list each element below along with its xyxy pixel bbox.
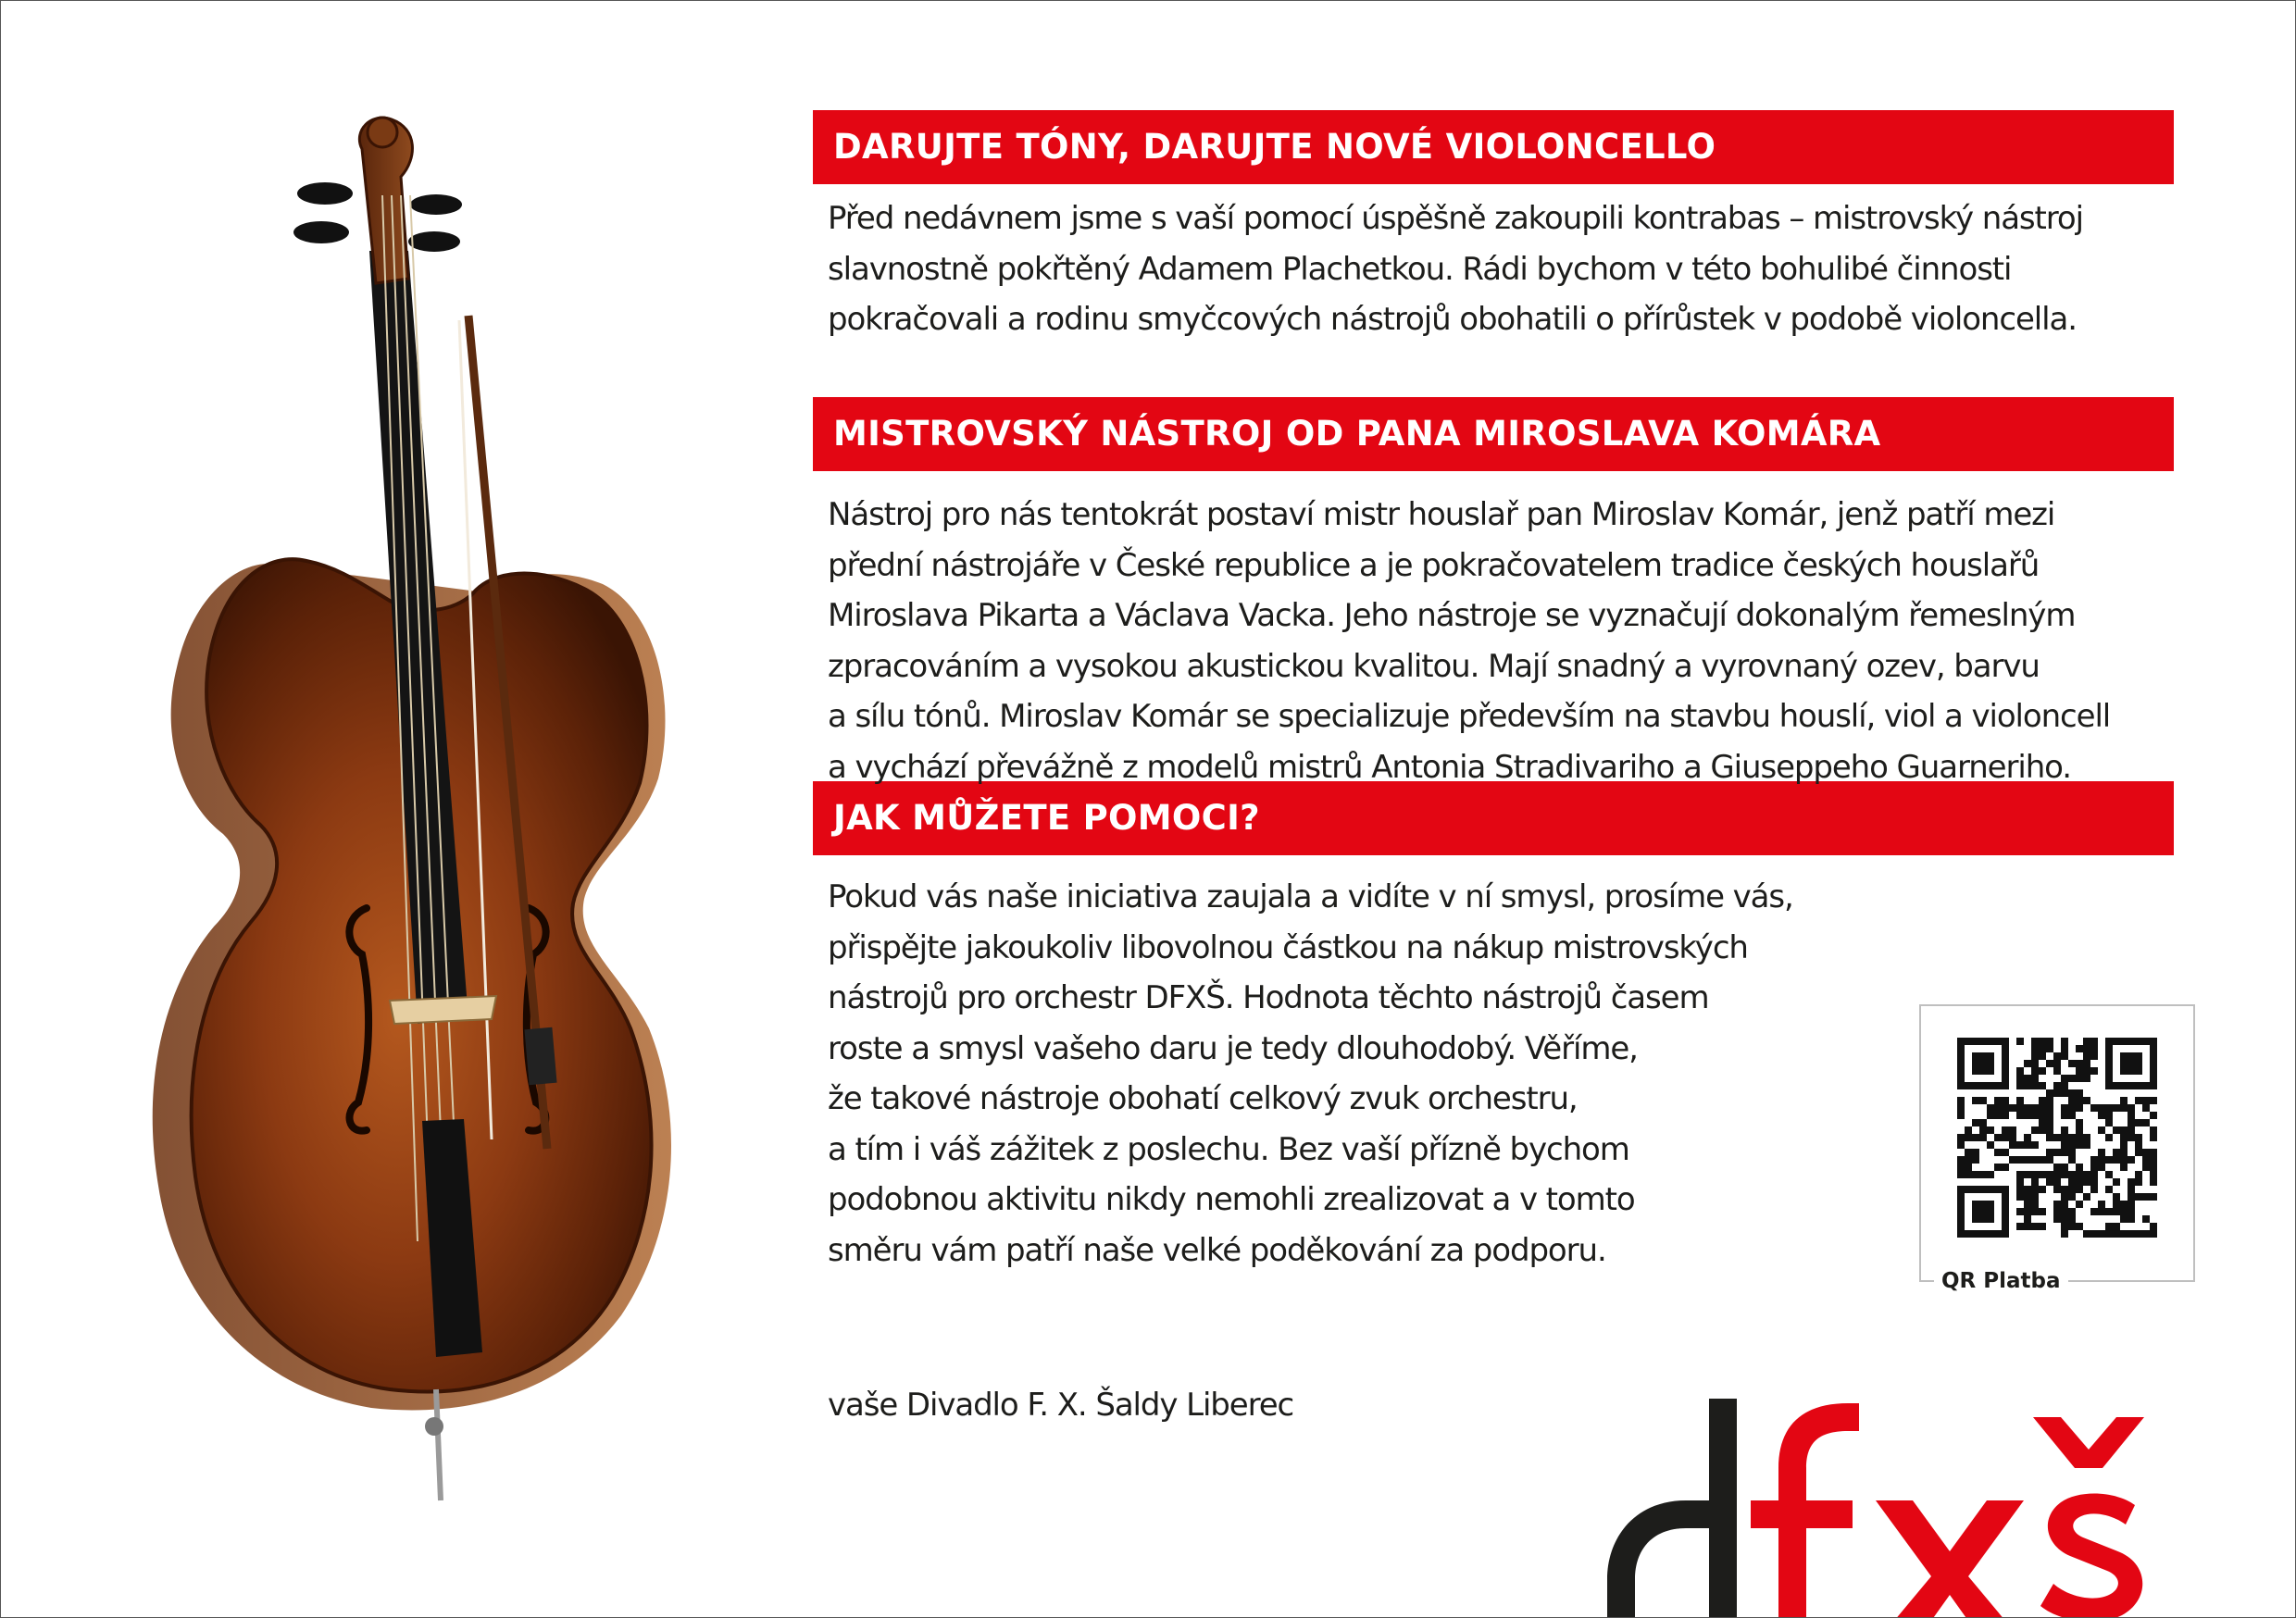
dfxs-logo <box>1598 1399 2209 1618</box>
qr-payment-box[interactable] <box>1919 1004 2195 1293</box>
section-heading-how-to-help: JAK MŮŽETE POMOCI? <box>813 781 2174 855</box>
text-line: Pokud vás naše iniciativa zaujala a vidíte v ní smysl, prosíme vás, <box>828 878 1793 915</box>
text-line: přední nástrojáře v České republice a je pokračovatelem tradice českých houslařů <box>828 546 2040 584</box>
section-text-master-instrument <box>813 471 2174 786</box>
text-line: směru vám patří naše velké poděkování za podporu. <box>828 1231 1606 1269</box>
text-line: nástrojů pro orchestr DFXŠ. Hodnota těchto nástrojů časem <box>828 979 1709 1016</box>
section-text-donate <box>813 184 2174 397</box>
section-heading-donate: DARUJTE TÓNY, DARUJTE NOVÉ VIOLONCELLO <box>813 110 2174 184</box>
text-line: že takové nástroje obohatí celkový zvuk orchestru, <box>828 1080 1578 1117</box>
text-line: a tím i váš zážitek z poslechu. Bez vaší přízně bychom <box>828 1130 1629 1168</box>
section-heading-master-instrument: MISTROVSKÝ NÁSTROJ OD PANA MIROSLAVA KOMÁRA <box>813 397 2174 471</box>
text-line: Nástroj pro nás tentokrát postaví mistr houslař pan Miroslav Komár, jenž patří mezi <box>828 496 2055 533</box>
text-line: zpracováním a vysokou akustickou kvalitou. Mají snadný a vyrovnaný ozev, barvu <box>828 647 2040 685</box>
signature: vaše Divadlo F. X. Šaldy Liberec <box>828 1387 1294 1424</box>
text-line: Miroslava Pikarta a Václava Vacka. Jeho nástroje se vyznačují dokonalým řemeslným <box>828 597 2076 634</box>
text-line: podobnou aktivitu nikdy nemohli zrealizovat a v tomto <box>828 1181 1635 1218</box>
text-line: Před nedávnem jsme s vaší pomocí úspěšně zakoupili kontrabas – mistrovský nástroj <box>828 200 2083 237</box>
qr-label: QR Platba <box>1934 1265 2068 1297</box>
text-line: roste a smysl vašeho daru je tedy dlouhodobý. Věříme, <box>828 1029 1638 1067</box>
qr-code-icon[interactable] <box>1957 1038 2157 1238</box>
cello-image <box>140 93 714 1519</box>
text-line: a sílu tónů. Miroslav Komár se specializuje především na stavbu houslí, viol a violoncell <box>828 698 2111 735</box>
text-line: a vychází převážně z modelů mistrů Antonia Stradivariho a Giuseppeho Guarneriho. <box>828 748 2071 786</box>
text-line: pokračovali a rodinu smyčcových nástrojů obohatili o přírůstek v podobě violoncella. <box>828 301 2077 338</box>
text-line: přispějte jakoukoliv libovolnou částkou na nákup mistrovských <box>828 928 1748 966</box>
text-line: slavnostně pokřtěný Adamem Plachetkou. Rádi bychom v této bohulibé činnosti <box>828 250 2012 288</box>
